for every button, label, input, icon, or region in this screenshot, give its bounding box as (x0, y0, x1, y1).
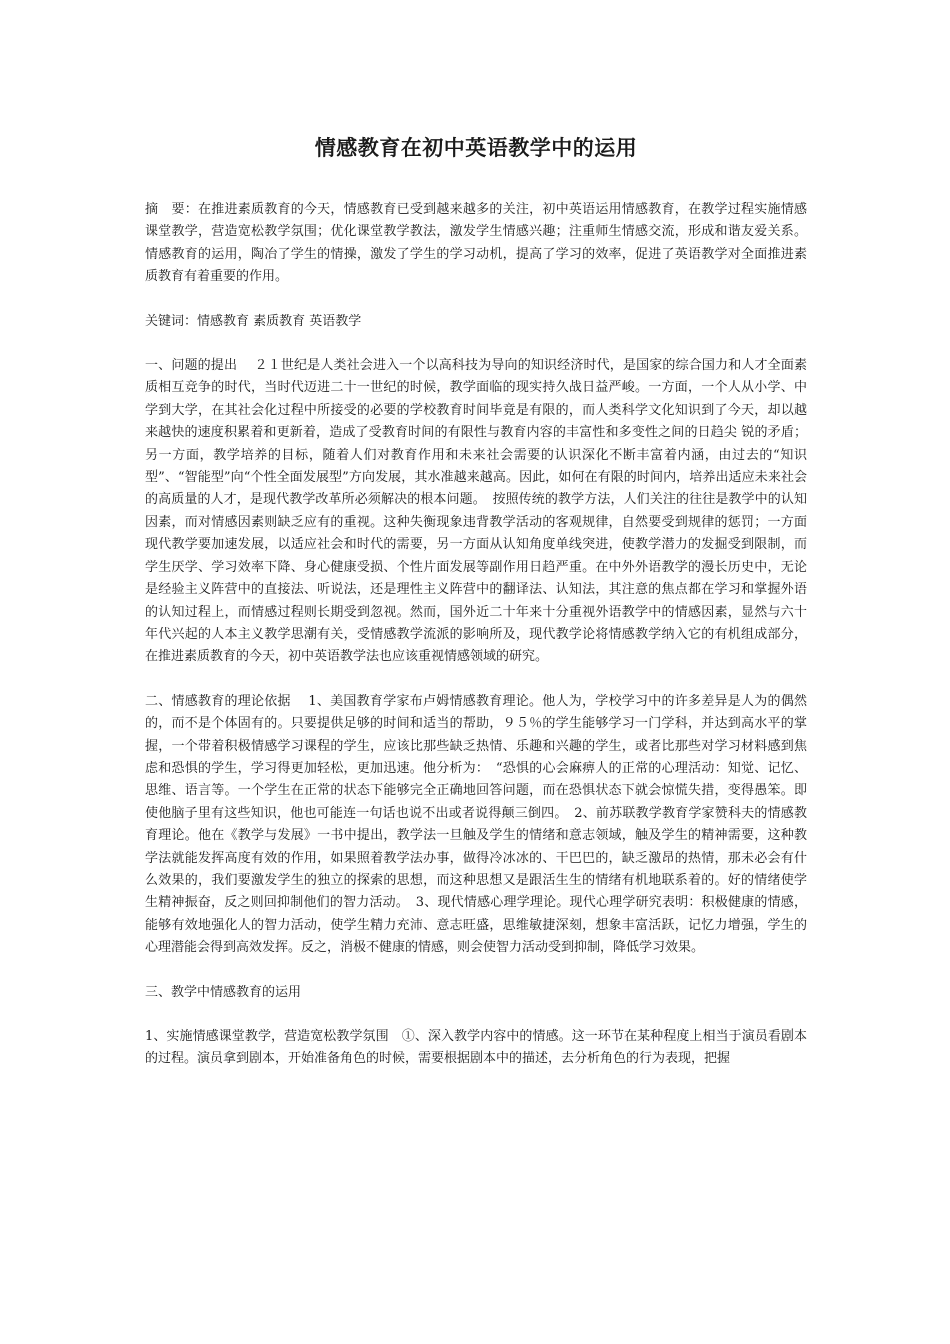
document-title: 情感教育在初中英语教学中的运用 (314, 135, 638, 160)
section-3-heading: 三、教学中情感教育的运用 (145, 984, 302, 1000)
abstract-paragraph: 摘 要：在推进素质教育的今天，情感教育已受到越来越多的关注，初中英语运用情感教育，在教学过程实施情感课堂教学，营造宽松教学氛围；优化课堂教学教法，激发学生情感兴趣；注重师生情感交流，形成和谐友爱关系。情感教育的运用，陶冶了学生的情操，激发了学生的学习动机，提高了学习的效率，促进了英语教学对全面推进素质教育有着重要的作用。 (145, 202, 807, 285)
section-3-paragraph: 1、实施情感课堂教学，营造宽松教学氛围 ①、深入教学内容中的情感。这一环节在某种程度上相当于演员看剧本的过程。演员拿到剧本，开始准备角色的时候，需要根据剧本中的描述，去分析角色的行为表现，把握 (145, 1029, 807, 1067)
section-2-paragraph: 二、情感教育的理论依据 1、美国教育学家布卢姆情感教育理论。他人为，学校学习中的许多差异是人为的偶然的，而不是个体固有的。只要提供足够的时间和适当的帮助，９５％的学生能够学习一门学科，并达到高水平的掌握，一个带着积极情感学习课程的学生，应该比那些缺乏热情、乐趣和兴趣的学生，或者比那些对学习材料感到焦虑和恐惧的学生，学习得更加轻松，更加迅速。他分析为： “恐惧的心会麻痹人的正常的心理活动：知觉、记忆、思维、语言等。一个学生在正常的状态下能够完全正确地回答问题，而在恐惧状态下就会惊慌失措，变得愚笨。即使他脑子里有这些知识，他也可能连一句话也说不出或者说得颠三倒四。 2、前苏联教学教育学家赞科夫的情感教育理论。他在《教学与发展》一书中提出，教学法一旦触及学生的情绪和意志领域，触及学生的精神需要，这种教学法就能发挥高度有效的作用，如果照着教学法办事，做得冷冰冰的、干巴巴的，缺乏激昂的热情，那未必会有什么效果的，我们要激发学生的独立的探索的思想，而这种思想又是跟活生生的情绪有机地联系着的。好的情绪使学生精神振奋，反之则回抑制他们的智力活动。 3、现代情感心理学理论。现代心理学研究表明：积极健康的情感，能够有效地强化人的智力活动，使学生精力充沛、意志旺盛，思维敏捷深刻，想象丰富活跃，记忆力增强，学生的心理潜能会得到高效发挥。反之，消极不健康的情感，则会使智力活动受到抑制，降低学习效果。 (145, 693, 807, 956)
document-page (145, 0, 807, 1071)
section-1-paragraph: 一、问题的提出 ２１世纪是人类社会进入一个以高科技为导向的知识经济时代，是国家的综合国力和人才全面素质相互竞争的时代，当时代迈进二十一世纪的时候，教学面临的现实持久战日益严峻。一方面，一个人从小学、中学到大学，在其社会化过程中所接受的必要的学校教育时间毕竟是有限的，而人类科学文化知识到了今天，却以越来越快的速度积累着和更新着，造成了受教育时间的有限性与教育内容的丰富性和多变性之间的日趋尖 锐的矛盾；另一方面，教学培养的目标，随着人们对教育作用和未来社会需要的认识深化不断丰富着内涵，由过去的“知识型”、“智能型”向“个性全面发展型”方向发展，其水准越来越高。因此，如何在有限的时间内，培养出适应未来社会的高质量的人才，是现代教学改革所必须解决的根本问题。 按照传统的教学方法，人们关注的往往是教学中的认知因素，而对情感因素则缺乏应有的重视。这种失衡现象违背教学活动的客观规律，自然要受到规律的惩罚；一方面现代教学要加速发展，以适应社会和时代的需要，另一方面从认知角度单线突进，使教学潜力的发掘受到限制，而学生厌学、学习效率下降、身心健康受损、个性片面发展等副作用日趋严重。在中外外语教学的漫长历史中，无论是经验主义阵营中的直接法、听说法，还是理性主义阵营中的翻译法、认知法，其注意的焦点都在学习和掌握外语的认知过程上，而情感过程则长期受到忽视。然而，国外近二十年来十分重视外语教学中的情感因素，显然与六十年代兴起的人本主义教学思潮有关，受情感教学流派的影响所及，现代教学论将情感教学纳入它的有机组成部分，在推进素质教育的今天，初中英语教学法也应该重视情感领域的研究。 (145, 358, 807, 665)
keywords-line: 关键词：情感教育 素质教育 英语教学 (145, 313, 362, 329)
